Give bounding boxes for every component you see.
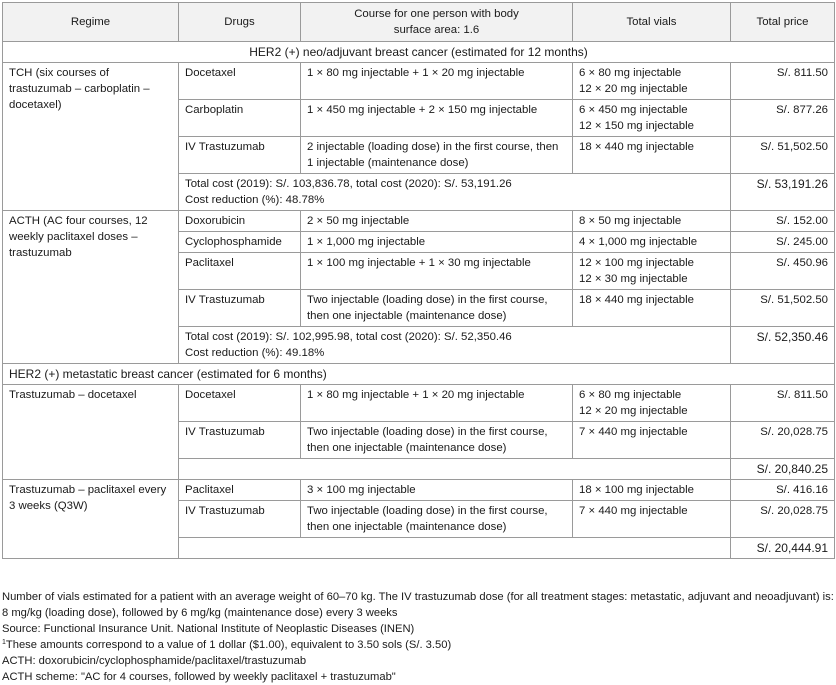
total-vials xyxy=(573,385,731,422)
vial-line: 18 × 100 mg injectable xyxy=(579,484,694,496)
drug-name: IV Trastuzumab xyxy=(179,290,301,327)
row-price: S/. 416.16 xyxy=(731,480,835,501)
total-price: S/. 53,191.26 xyxy=(731,174,835,211)
total-cost-line: Cost reduction (%): 49.18% xyxy=(185,347,325,359)
course-dose: Two injectable (loading dose) in the first course, then one injectable (maintenance dose) xyxy=(301,501,573,538)
header-course: Course for one person with body surface area: 1.6 xyxy=(301,3,573,42)
vial-line: 12 × 20 mg injectable xyxy=(579,83,688,95)
total-vials xyxy=(573,253,731,290)
course-dose: 2 × 50 mg injectable xyxy=(301,211,573,232)
table-row xyxy=(3,480,835,501)
row-price: S/. 51,502.50 xyxy=(731,137,835,174)
drug-name: Paclitaxel xyxy=(179,253,301,290)
note-currency xyxy=(2,637,834,653)
drug-name: Docetaxel xyxy=(179,385,301,422)
table-row xyxy=(3,211,835,232)
row-price: S/. 20,028.75 xyxy=(731,501,835,538)
vial-line: 7 × 440 mg injectable xyxy=(579,426,688,438)
table-body xyxy=(3,42,835,559)
total-cost-line: Cost reduction (%): 48.78% xyxy=(185,194,325,206)
row-price: S/. 152.00 xyxy=(731,211,835,232)
vial-line: 6 × 80 mg injectable xyxy=(579,389,682,401)
total-cost-text xyxy=(179,327,731,364)
section-row xyxy=(3,42,835,63)
row-price: S/. 811.50 xyxy=(731,63,835,100)
section-title: HER2 (+) metastatic breast cancer (estimated for 6 months) xyxy=(3,364,835,385)
total-price: S/. 20,840.25 xyxy=(731,459,835,480)
total-price: S/. 52,350.46 xyxy=(731,327,835,364)
vial-line: 4 × 1,000 mg injectable xyxy=(579,236,698,248)
total-cost-text xyxy=(179,459,731,480)
course-dose: 1 × 80 mg injectable + 1 × 20 mg injectable xyxy=(301,63,573,100)
course-dose: 3 × 100 mg injectable xyxy=(301,480,573,501)
drug-name: Paclitaxel xyxy=(179,480,301,501)
drug-name: Cyclophosphamide xyxy=(179,232,301,253)
vial-line: 8 × 50 mg injectable xyxy=(579,215,682,227)
course-dose: 1 × 1,000 mg injectable xyxy=(301,232,573,253)
row-price: S/. 811.50 xyxy=(731,385,835,422)
vial-line: 18 × 440 mg injectable xyxy=(579,294,694,306)
total-vials xyxy=(573,422,731,459)
drug-name: Docetaxel xyxy=(179,63,301,100)
vial-line: 12 × 100 mg injectable xyxy=(579,257,694,269)
note-source: Source: Functional Insurance Unit. National Institute of Neoplastic Diseases (INEN) xyxy=(2,623,415,635)
course-dose: 2 injectable (loading dose) in the first course, then 1 injectable (maintenance dose) xyxy=(301,137,573,174)
total-vials xyxy=(573,63,731,100)
header-total-vials: Total vials xyxy=(573,3,731,42)
regime-name: Trastuzumab – paclitaxel every 3 weeks (Q3W) xyxy=(3,480,179,559)
row-price: S/. 51,502.50 xyxy=(731,290,835,327)
course-dose: Two injectable (loading dose) in the first course, then one injectable (maintenance dose) xyxy=(301,422,573,459)
vial-line: 6 × 80 mg injectable xyxy=(579,67,682,79)
vial-line: 7 × 440 mg injectable xyxy=(579,505,688,517)
header-total-price: Total price xyxy=(731,3,835,42)
note-vials: Number of vials estimated for a patient with an average weight of 60–70 kg. The IV trastuzumab dose (for all treatment stages: metastatic, adjuvant and neoadjuvant) is: 8 mg/kg (loading dose), followed by 6 mg/kg (maintenance dose) every 3 weeks xyxy=(2,591,834,619)
course-dose: 1 × 450 mg injectable + 2 × 150 mg injectable xyxy=(301,100,573,137)
vial-line: 18 × 440 mg injectable xyxy=(579,141,694,153)
drug-name: Doxorubicin xyxy=(179,211,301,232)
cost-table xyxy=(2,2,835,559)
regime-name: ACTH (AC four courses, 12 weekly paclitaxel doses – trastuzumab xyxy=(3,211,179,364)
row-price: S/. 450.96 xyxy=(731,253,835,290)
row-price: S/. 20,028.75 xyxy=(731,422,835,459)
note-acth-abbrev: ACTH: doxorubicin/cyclophosphamide/paclitaxel/trastuzumab xyxy=(2,655,307,667)
header-row xyxy=(3,3,835,42)
table-row xyxy=(3,385,835,422)
total-cost-text xyxy=(179,538,731,559)
total-cost-line: Total cost (2019): S/. 103,836.78, total cost (2020): S/. 53,191.26 xyxy=(185,178,512,190)
total-vials xyxy=(573,211,731,232)
drug-name: IV Trastuzumab xyxy=(179,501,301,538)
note-acth-scheme: ACTH scheme: "AC for 4 courses, followed by weekly paclitaxel + trastuzumab" xyxy=(2,671,396,683)
total-vials xyxy=(573,232,731,253)
total-cost-line: Total cost (2019): S/. 102,995.98, total cost (2020): S/. 52,350.46 xyxy=(185,331,512,343)
drug-name: IV Trastuzumab xyxy=(179,137,301,174)
regime-name: TCH (six courses of trastuzumab – carboplatin – docetaxel) xyxy=(3,63,179,211)
total-vials xyxy=(573,137,731,174)
section-title: HER2 (+) neo/adjuvant breast cancer (estimated for 12 months) xyxy=(3,42,835,63)
table-notes xyxy=(2,589,834,685)
total-vials xyxy=(573,501,731,538)
course-dose: 1 × 100 mg injectable + 1 × 30 mg injectable xyxy=(301,253,573,290)
row-price: S/. 245.00 xyxy=(731,232,835,253)
regime-name: Trastuzumab – docetaxel xyxy=(3,385,179,480)
total-vials xyxy=(573,480,731,501)
note-currency-text: These amounts correspond to a value of 1 dollar ($1.00), equivalent to 3.50 sols (S/. 3.50) xyxy=(5,639,452,651)
section-row xyxy=(3,364,835,385)
vial-line: 6 × 450 mg injectable xyxy=(579,104,688,116)
vial-line: 12 × 20 mg injectable xyxy=(579,405,688,417)
total-vials xyxy=(573,100,731,137)
course-dose: Two injectable (loading dose) in the first course, then one injectable (maintenance dose) xyxy=(301,290,573,327)
footnote-marker: 1 xyxy=(2,639,6,646)
drug-name: Carboplatin xyxy=(179,100,301,137)
vial-line: 12 × 30 mg injectable xyxy=(579,273,688,285)
row-price: S/. 877.26 xyxy=(731,100,835,137)
vial-line: 12 × 150 mg injectable xyxy=(579,120,694,132)
header-regime: Regime xyxy=(3,3,179,42)
drug-name: IV Trastuzumab xyxy=(179,422,301,459)
header-drugs: Drugs xyxy=(179,3,301,42)
total-price: S/. 20,444.91 xyxy=(731,538,835,559)
total-vials xyxy=(573,290,731,327)
course-dose: 1 × 80 mg injectable + 1 × 20 mg injectable xyxy=(301,385,573,422)
table-row xyxy=(3,63,835,100)
total-cost-text xyxy=(179,174,731,211)
